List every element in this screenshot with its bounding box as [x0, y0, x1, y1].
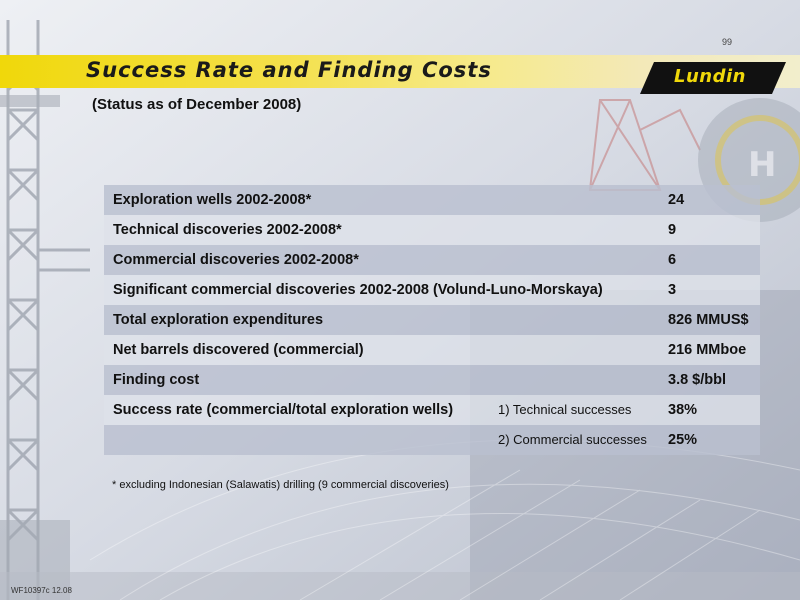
row-label: Success rate (commercial/total exploration wells): [113, 402, 454, 418]
table-row: [104, 305, 760, 335]
table-row: [104, 275, 760, 305]
table-row: [104, 365, 760, 395]
row-label: Significant commercial discoveries 2002-2008 (Volund-Luno-Morskaya): [113, 282, 603, 298]
subtitle: (Status as of December 2008): [92, 96, 302, 113]
lundin-logo-text: Lundin: [674, 66, 746, 87]
row-label: Technical discoveries 2002-2008*: [113, 222, 342, 238]
row-value: 38%: [668, 402, 698, 418]
row-value: 826 MMUS$: [668, 312, 749, 328]
results-table: [104, 185, 760, 455]
row-value: 3: [668, 282, 677, 298]
row-value: 3.8 $/bbl: [668, 372, 727, 388]
table-row: [104, 245, 760, 275]
svg-text:H: H: [748, 145, 777, 185]
row-value: 25%: [668, 432, 698, 448]
row-value: 6: [668, 252, 677, 268]
row-label: Exploration wells 2002-2008*: [113, 192, 312, 208]
page-title: Success Rate and Finding Costs: [86, 58, 492, 82]
row-label: Total exploration expenditures: [113, 312, 324, 328]
table-row: [104, 185, 760, 215]
row-value: 216 MMboe: [668, 342, 747, 358]
row-value: 24: [668, 192, 685, 208]
document-reference: WF10397c 12.08: [11, 586, 72, 595]
table-row: [104, 425, 760, 455]
table-row: [104, 215, 760, 245]
table-row: [104, 335, 760, 365]
row-sublabel: 1) Technical successes: [498, 402, 632, 417]
row-label: Commercial discoveries 2002-2008*: [113, 252, 359, 268]
row-sublabel: 2) Commercial successes: [498, 432, 647, 447]
page-number: 99: [722, 37, 733, 47]
row-label: Finding cost: [113, 372, 200, 388]
row-value: 9: [668, 222, 677, 238]
table-row: [104, 395, 760, 425]
row-label: Net barrels discovered (commercial): [113, 342, 364, 358]
footnote: * excluding Indonesian (Salawatis) drilling (9 commercial discoveries): [112, 479, 449, 491]
